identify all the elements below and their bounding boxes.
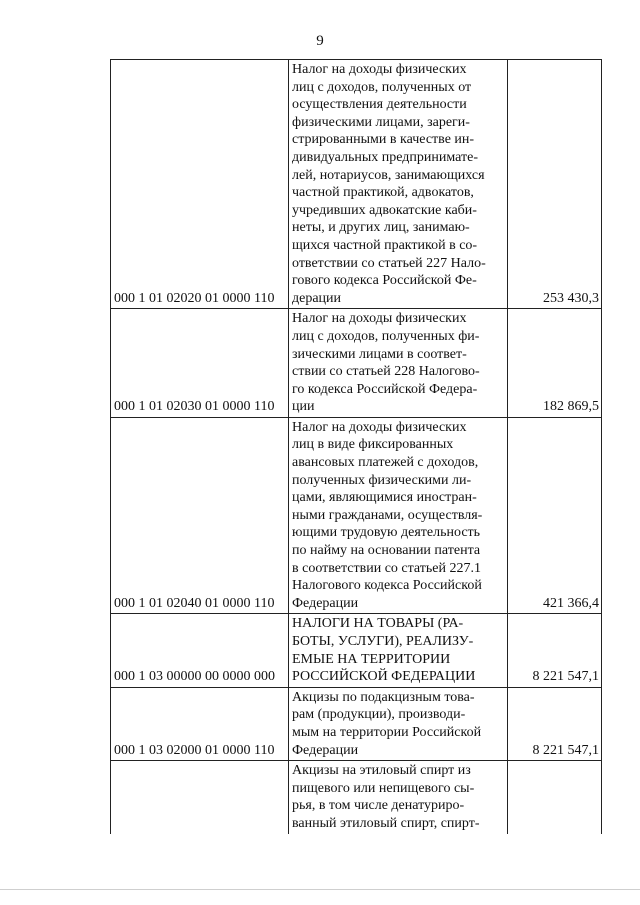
amount-cell: 421 366,4: [508, 417, 602, 614]
revenue-name-line: БОТЫ, УСЛУГИ), РЕАЛИЗУ-: [292, 634, 474, 649]
revenue-name-line: го кодекса Российской Федера-: [292, 381, 478, 397]
table-row: [111, 417, 602, 614]
table-row: [111, 614, 602, 687]
revenue-name-line: по найму на основании патента: [292, 543, 481, 559]
revenue-name-line: лей, нотариусов, занимающихся: [292, 167, 485, 183]
revenue-table: [110, 59, 602, 834]
table-row: [111, 309, 602, 418]
revenue-name-line: Федерации: [292, 742, 359, 758]
budget-code-cell: 000 1 03 02000 01 0000 110: [111, 687, 289, 760]
revenue-name-line: стрированными в качестве ин-: [292, 132, 475, 148]
revenue-name-line: Акцизы по подакцизным това-: [292, 689, 475, 705]
revenue-name-cell: [289, 761, 508, 834]
revenue-name-line: частной практикой, адвокатов,: [292, 185, 474, 201]
revenue-name-line: осуществления деятельности: [292, 97, 467, 113]
revenue-name-line: полученных физическими ли-: [292, 472, 472, 488]
revenue-name-line: рья, в том числе денатуриро-: [292, 798, 465, 814]
revenue-name-line: НАЛОГИ НА ТОВАРЫ (РА-: [292, 616, 464, 632]
revenue-name-line: физическими лицами, зареги-: [292, 114, 470, 130]
amount-cell: [508, 761, 602, 834]
revenue-name-line: пищевого или непищевого сы-: [292, 780, 475, 796]
revenue-name-cell: [289, 309, 508, 418]
table-row: [111, 60, 602, 309]
revenue-name-line: ющими трудовую деятельность: [292, 525, 481, 541]
revenue-name-line: Акцизы на этиловый спирт из: [292, 763, 471, 779]
revenue-name-line: в соответствии со статьей 227.1: [292, 560, 481, 576]
page-number: 9: [316, 33, 324, 49]
amount-cell: 253 430,3: [508, 60, 602, 309]
budget-code-cell: 000 1 03 00000 00 0000 000: [111, 614, 289, 687]
revenue-name-line: дерации: [292, 290, 342, 306]
revenue-name-line: Налогового кодекса Российской: [292, 578, 482, 594]
revenue-name-line: цами, являющимися иностран-: [292, 490, 477, 506]
amount-cell: 8 221 547,1: [508, 614, 602, 687]
amount-cell: 8 221 547,1: [508, 687, 602, 760]
revenue-name-line: щихся частной практикой в со-: [292, 237, 478, 253]
budget-code-cell: 000 1 01 02030 01 0000 110: [111, 309, 289, 418]
revenue-name-line: ствии со статьей 228 Налогово-: [292, 364, 480, 380]
revenue-name-line: гового кодекса Российской Фе-: [292, 273, 477, 289]
revenue-name-cell: [289, 614, 508, 687]
revenue-name-line: дивидуальных предпринимате-: [292, 149, 478, 165]
revenue-name-cell: [289, 60, 508, 309]
revenue-name-line: Налог на доходы физических: [292, 62, 467, 77]
amount-cell: 182 869,5: [508, 309, 602, 418]
budget-code-cell: 000 1 01 02020 01 0000 110: [111, 60, 289, 309]
budget-code-cell: [111, 761, 289, 834]
revenue-name-line: лиц в виде фиксированных: [292, 437, 454, 453]
revenue-name-line: Налог на доходы физических: [292, 419, 467, 435]
revenue-name-line: ЕМЫЕ НА ТЕРРИТОРИИ: [292, 651, 451, 667]
revenue-name-line: РОССИЙСКОЙ ФЕДЕРАЦИИ: [292, 669, 476, 685]
revenue-name-line: ции: [292, 399, 315, 415]
revenue-name-line: лиц с доходов, полученных фи-: [292, 328, 480, 344]
page-bottom-rule: [0, 889, 640, 890]
revenue-name-line: учредивших адвокатские каби-: [292, 202, 477, 218]
revenue-name-line: мым на территории Российской: [292, 724, 482, 740]
revenue-name-line: ными гражданами, осуществля-: [292, 507, 483, 523]
revenue-name-line: зическими лицами в соответ-: [292, 346, 467, 362]
revenue-name-cell: [289, 687, 508, 760]
revenue-name-line: лиц с доходов, полученных от: [292, 79, 472, 95]
revenue-name-line: Налог на доходы физических: [292, 311, 467, 327]
revenue-name-line: неты, и других лиц, занимаю-: [292, 220, 470, 236]
revenue-name-cell: [289, 417, 508, 614]
table-row: [111, 761, 602, 834]
revenue-name-line: рам (продукции), производи-: [292, 707, 466, 723]
revenue-name-line: Федерации: [292, 595, 359, 611]
revenue-name-line: авансовых платежей с доходов,: [292, 455, 479, 471]
revenue-name-line: ванный этиловый спирт, спирт-: [292, 815, 480, 831]
budget-code-cell: 000 1 01 02040 01 0000 110: [111, 417, 289, 614]
revenue-name-line: ответствии со статьей 227 Нало-: [292, 255, 486, 271]
table-row: [111, 687, 602, 760]
